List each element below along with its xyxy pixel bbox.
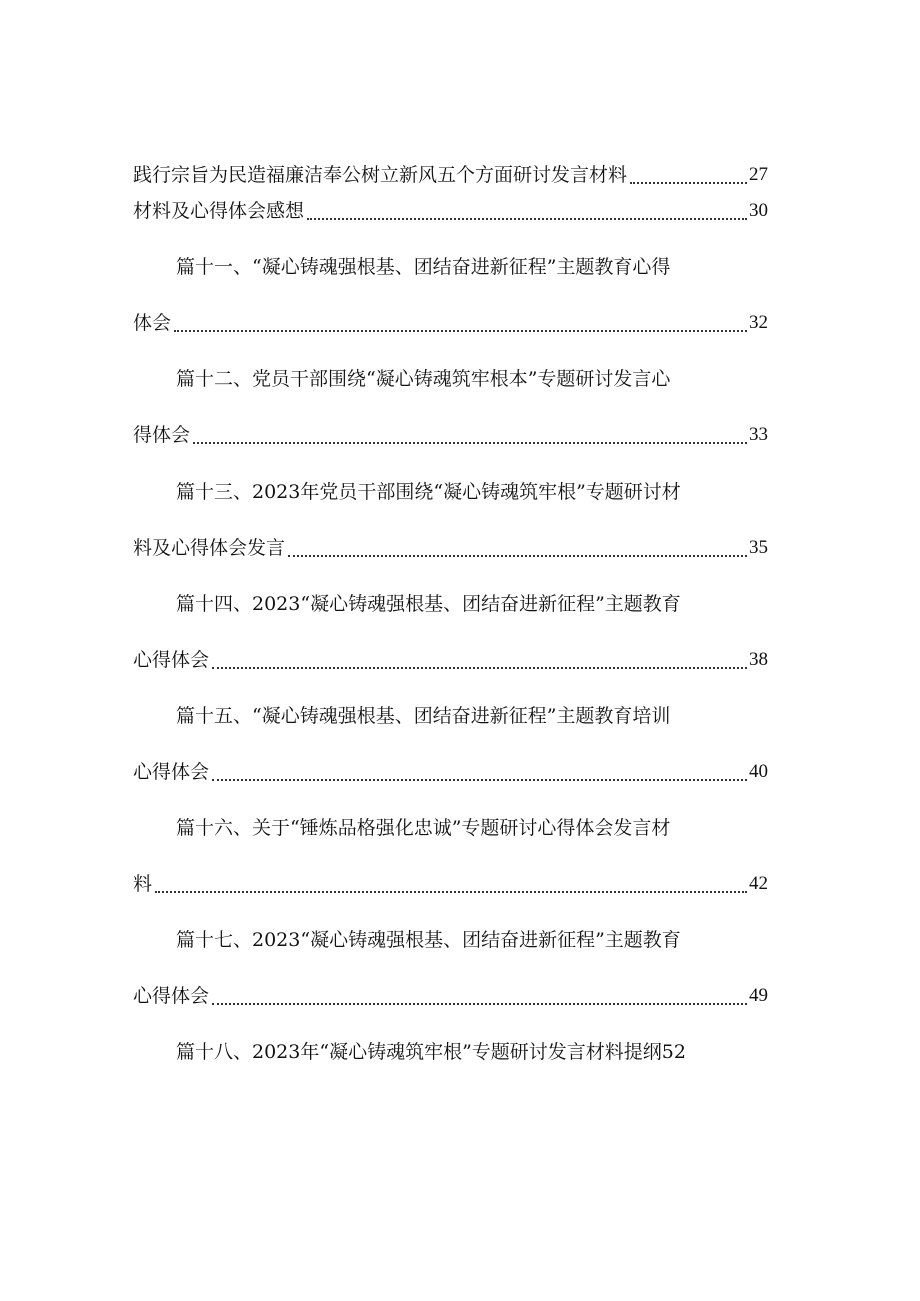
toc-entry-page: 40 (749, 761, 768, 782)
toc-entry-first-line[interactable] (176, 589, 768, 619)
toc-entry-page: 42 (749, 873, 768, 894)
toc-entry-first-line[interactable] (176, 813, 768, 843)
toc-entry-continuation[interactable] (133, 308, 768, 338)
toc-entry-continuation[interactable] (133, 869, 768, 899)
toc-entry-continuation[interactable] (133, 981, 768, 1011)
toc-entry-title: 篇十三、2023年党员干部围绕“凝心铸魂筑牢根”专题研讨材 (176, 481, 681, 503)
toc-entry-continuation[interactable] (133, 420, 768, 450)
toc-leader-dots (212, 1002, 747, 1005)
toc-leader-dots (155, 890, 747, 893)
toc-entry-continuation[interactable] (133, 645, 768, 675)
toc-entry-continuation[interactable] (133, 757, 768, 787)
toc-entry-title-cont: 料 (133, 873, 153, 895)
toc-entry-title: 践行宗旨为民造福廉洁奉公树立新风五个方面研讨发言材料 (133, 164, 628, 186)
toc-entry-page: 38 (749, 649, 768, 670)
toc-entry-page: 35 (749, 537, 768, 558)
toc-entry-first-line[interactable] (176, 252, 768, 282)
toc-leader-dots (630, 181, 747, 184)
toc-entry-title: 篇十七、2023“凝心铸魂强根基、团结奋进新征程”主题教育 (176, 929, 681, 951)
toc-entry-title: 篇十五、“凝心铸魂强根基、团结奋进新征程”主题教育培训 (176, 705, 671, 727)
toc-entry-title: 篇十一、“凝心铸魂强根基、团结奋进新征程”主题教育心得 (176, 256, 671, 278)
toc-entry-title: 篇十八、2023年“凝心铸魂筑牢根”专题研讨发言材料提纲52 (176, 1041, 686, 1063)
toc-entry-first-line[interactable] (176, 701, 768, 731)
toc-entry[interactable] (133, 160, 768, 190)
toc-leader-dots (307, 217, 747, 220)
toc-entry-first-line[interactable] (176, 925, 768, 955)
toc-entry-page: 30 (749, 200, 768, 221)
toc-entry-title: 篇十四、2023“凝心铸魂强根基、团结奋进新征程”主题教育 (176, 593, 681, 615)
toc-entry-page: 33 (749, 424, 768, 445)
toc-entry-title-cont: 心得体会 (133, 761, 210, 783)
toc-entry-continuation[interactable] (133, 533, 768, 563)
toc-entry-title-cont: 料及心得体会发言 (133, 537, 286, 559)
toc-entry-title-cont: 体会 (133, 312, 172, 334)
toc-leader-dots (212, 666, 747, 669)
toc-entry-title-cont: 得体会 (133, 424, 191, 446)
toc-entry-page: 27 (749, 164, 768, 185)
toc-leader-dots (193, 441, 747, 444)
toc-entry-page: 32 (749, 312, 768, 333)
toc-leader-dots (288, 554, 747, 557)
toc-entry-title-cont: 心得体会 (133, 985, 210, 1007)
toc-leader-dots (212, 778, 747, 781)
toc-entry-title: 篇十二、党员干部围绕“凝心铸魂筑牢根本”专题研讨发言心 (176, 368, 671, 390)
toc-entry-page: 49 (749, 985, 768, 1006)
toc-leader-dots (174, 329, 747, 332)
toc-entry-title-cont: 心得体会 (133, 649, 210, 671)
toc-entry[interactable] (133, 196, 768, 226)
toc-entry[interactable] (176, 1037, 768, 1067)
toc-entry-first-line[interactable] (176, 477, 768, 507)
toc-entry-title: 篇十六、关于“锤炼品格强化忠诚”专题研讨心得体会发言材 (176, 817, 671, 839)
toc-entry-title: 材料及心得体会感想 (133, 200, 305, 222)
toc-entry-first-line[interactable] (176, 364, 768, 394)
